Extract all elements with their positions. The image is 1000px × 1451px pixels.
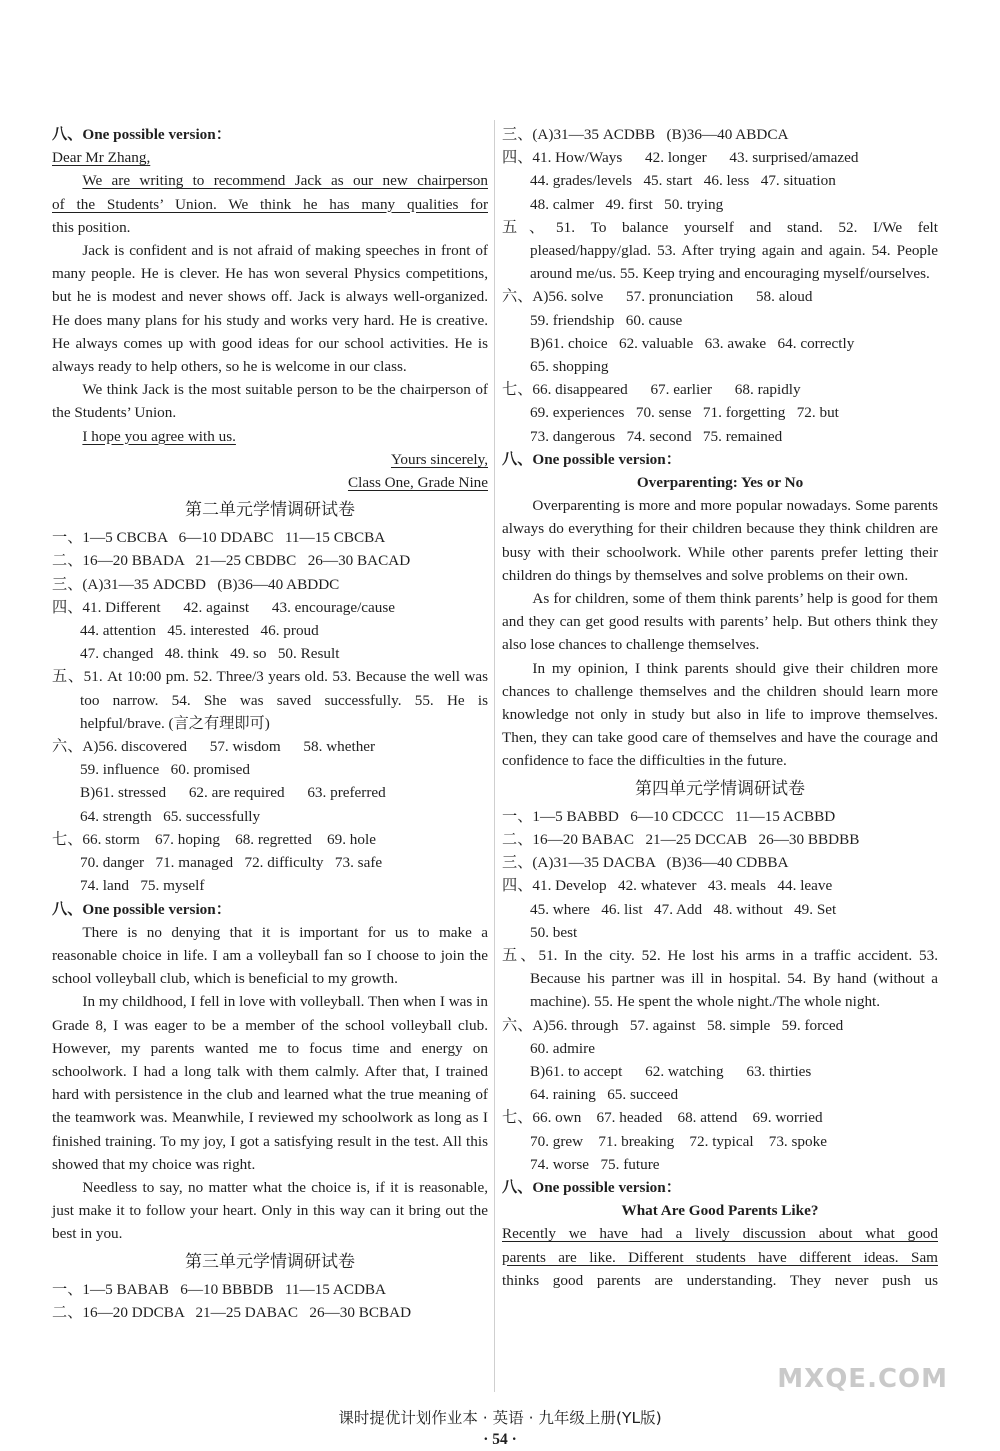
essay-title: Overparenting: Yes or No bbox=[636, 474, 804, 492]
essay-title: What Are Good Parents Like? bbox=[621, 1202, 819, 1220]
answer-line: 69. experiences 70. sense 71. forgetting 72. but bbox=[530, 404, 839, 422]
answer-line: 64. raining 65. succeed bbox=[530, 1086, 679, 1104]
answer-line: 一、1—5 BABBD 6—10 CDCCC 11—15 ACBBD bbox=[502, 807, 836, 825]
answer-line: 一、1—5 BABAB 6—10 BBBDB 11—15 ACDBA bbox=[52, 1280, 387, 1298]
answer-line: 70. grew 71. breaking 72. typical 73. spoke bbox=[530, 1132, 827, 1150]
answer-line: 七、66. storm 67. hoping 68. regretted 69. hole bbox=[52, 830, 376, 848]
essay-paragraph: Needless to say, no matter what the choice is, if it is reasonable, just make it to follow your heart. Only in this way can it bring out the best in you. bbox=[52, 1178, 488, 1243]
essay-line bbox=[502, 1246, 938, 1269]
answer-line: 三、(A)31—35 DACBA (B)36—40 CDBBA bbox=[502, 854, 789, 872]
letter-line: We are writing to recommend Jack as our new chairperson bbox=[82, 172, 488, 190]
answer-line: 60. admire bbox=[530, 1039, 595, 1057]
answer-line: 73. dangerous 74. second 75. remained bbox=[530, 427, 783, 445]
answer-line: 47. changed 48. think 49. so 50. Result bbox=[80, 645, 340, 663]
answer-line: 四、41. Develop 42. whatever 43. meals 44. leave bbox=[502, 877, 833, 895]
answer-line: 三、(A)31—35 ACDBB (B)36—40 ABDCA bbox=[502, 126, 789, 143]
answer-line: B)61. stressed 62. are required 63. preferred bbox=[80, 784, 386, 802]
essay-paragraph: In my childhood, I fell in love with volleyball. Then when I was in Grade 8, I was eager to be a member of the school volleyball club. However, my parents wanted me to focus time and energy on schoolwork. I had a long talk with them calmly. After that, I trained hard with persistence in the club and learned what the true meaning of the teamwork was. Meanwhile, I reviewed my schoolwork as long as I finished training. To my joy, I got a satisfying result in the test. All this showed that my choice was right. bbox=[52, 993, 488, 1173]
letter-line: this position. bbox=[52, 218, 131, 236]
answer-line: 二、16—20 BBADA 21—25 CBDBC 26—30 BACAD bbox=[52, 552, 411, 570]
essay-paragraph: In my opinion, I think parents should give their children more chances to challenge themselves and the children should learn more knowledge not only in study but also in life to improve themselves. Then, they can take good care of themselves and have the courage and confidence to face the difficulties in the future. bbox=[502, 659, 938, 770]
section-label: 八、One possible version： bbox=[502, 450, 681, 468]
underlined-text: parents are like. Different students have different ideas. Sam bbox=[502, 1248, 938, 1266]
answer-line: 50. best bbox=[530, 923, 578, 941]
letter-closing-line: I hope you agree with us. bbox=[82, 427, 236, 445]
unit-title: 第四单元学情调研试卷 bbox=[635, 778, 805, 799]
answer-line: 六、A)56. discovered 57. wisdom 58. whether bbox=[52, 738, 376, 756]
letter-greeting: Dear Mr Zhang, bbox=[52, 149, 151, 167]
answer-line: 74. land 75. myself bbox=[80, 877, 205, 895]
answer-line: 四、41. Different 42. against 43. encourage/cause bbox=[52, 598, 396, 616]
answer-line: 七、66. own 67. headed 68. attend 69. worried bbox=[502, 1109, 823, 1127]
book-footer: 课时提优计划作业本 · 英语 · 九年级上册(YL版) bbox=[338, 1409, 662, 1427]
answer-line: 74. worse 75. future bbox=[530, 1155, 660, 1173]
answer-paragraph: 五、51. To balance yourself and stand. 52. I/We felt pleased/happy/glad. 53. After trying again and again. 54. People around me/us. 55. Keep trying and encouraging myself/ourselves. bbox=[502, 218, 938, 283]
answer-line: 二、16—20 BABAC 21—25 DCCAB 26—30 BBDBB bbox=[502, 830, 860, 848]
answer-line: 六、A)56. through 57. against 58. simple 59. forced bbox=[502, 1016, 844, 1034]
answer-line: 一、1—5 CBCBA 6—10 DDABC 11—15 CBCBA bbox=[52, 529, 386, 547]
letter-line bbox=[52, 193, 488, 216]
essay-paragraph: Overparenting is more and more popular nowadays. Some parents always do everything for their children because they think children are busy with their schoolwork. While other parents prefer letting their children do things by themselves and solve problems on their own. bbox=[502, 497, 938, 584]
answer-line: 48. calmer 49. first 50. trying bbox=[530, 195, 724, 213]
essay-line bbox=[502, 1222, 938, 1245]
answer-line: 六、A)56. solve 57. pronunciation 58. aloud bbox=[502, 288, 813, 306]
answer-line: B)61. choice 62. valuable 63. awake 64. correctly bbox=[530, 334, 855, 352]
right-column bbox=[502, 123, 938, 1292]
letter-paragraph: We think Jack is the most suitable person to be the chairperson of the Students’ Union. bbox=[52, 381, 488, 422]
underlined-text: of the Students’ Union. We think he has many qualities for bbox=[52, 195, 488, 213]
section-label: 八、One possible version： bbox=[52, 900, 231, 918]
answer-line: 59. friendship 60. cause bbox=[530, 311, 683, 329]
section-label: 八、One possible version： bbox=[502, 1178, 681, 1196]
answer-line: 三、(A)31—35 ADCBD (B)36—40 ABDDC bbox=[52, 575, 340, 593]
answer-line: 二、16—20 DDCBA 21—25 DABAC 26—30 BCBAD bbox=[52, 1303, 412, 1321]
left-column bbox=[52, 123, 488, 1324]
section-label: 八、One possible version： bbox=[52, 126, 231, 143]
answer-line: 70. danger 71. managed 72. difficulty 73. safe bbox=[80, 854, 383, 872]
answer-line: 七、66. disappeared 67. earlier 68. rapidly bbox=[502, 381, 801, 399]
answer-line: 四、41. How/Ways 42. longer 43. surprised/amazed bbox=[502, 149, 859, 167]
essay-paragraph: There is no denying that it is important for us to make a reasonable choice in life. I am a volleyball fan so I choose to join the school volleyball club, which is beneficial to my growth. bbox=[52, 923, 488, 988]
essay-line: thinks good parents are understanding. They never push us bbox=[502, 1271, 938, 1289]
letter-sign-off: Yours sincerely, bbox=[390, 450, 488, 468]
answer-paragraph: 五、51. In the city. 52. He lost his arms in a traffic accident. 53. Because his partner was ill in hospital. 54. By hand (without a machine). 55. He spent the whole night./The whole night. bbox=[502, 946, 938, 1011]
answer-line: 64. strength 65. successfully bbox=[80, 807, 261, 825]
answer-line: 44. attention 45. interested 46. proud bbox=[80, 622, 319, 640]
answer-line: 44. grades/levels 45. start 46. less 47. situation bbox=[530, 172, 836, 190]
watermark: MXQE.COM bbox=[777, 1364, 948, 1394]
underlined-text: Recently we have had a lively discussion about what good bbox=[502, 1225, 938, 1243]
answer-line: 45. where 46. list 47. Add 48. without 49. Set bbox=[530, 900, 837, 918]
essay-paragraph: As for children, some of them think parents’ help is good for them and they can get good results with parents’ help. But others think they also lose chances to challenge themselves. bbox=[502, 590, 938, 654]
unit-title: 第三单元学情调研试卷 bbox=[185, 1251, 355, 1272]
page-number: · 54 · bbox=[483, 1431, 517, 1448]
answer-line: B)61. to accept 62. watching 63. thirties bbox=[530, 1062, 812, 1080]
letter-paragraph: Jack is confident and is not afraid of making speeches in front of many people. He is clever. He has won several Physics competitions, but he is modest and never shows off. Jack is always well-organized. He does many plans for his study and works very hard. He is creative. He always comes up with good ideas for our school activities. He is always ready to help others, so he is welcome in our class. bbox=[52, 242, 488, 376]
answer-line: 65. shopping bbox=[530, 358, 609, 376]
letter-signature: Class One, Grade Nine bbox=[347, 474, 488, 492]
answer-line: 59. influence 60. promised bbox=[80, 761, 250, 779]
column-separator bbox=[494, 120, 495, 1392]
answer-paragraph: 五、51. At 10:00 pm. 52. Three/3 years old. 53. Because the well was too narrow. 54. She was saved successfully. 55. He is helpful/brave. (言之有理即可) bbox=[52, 668, 488, 732]
unit-title: 第二单元学情调研试卷 bbox=[185, 500, 355, 521]
